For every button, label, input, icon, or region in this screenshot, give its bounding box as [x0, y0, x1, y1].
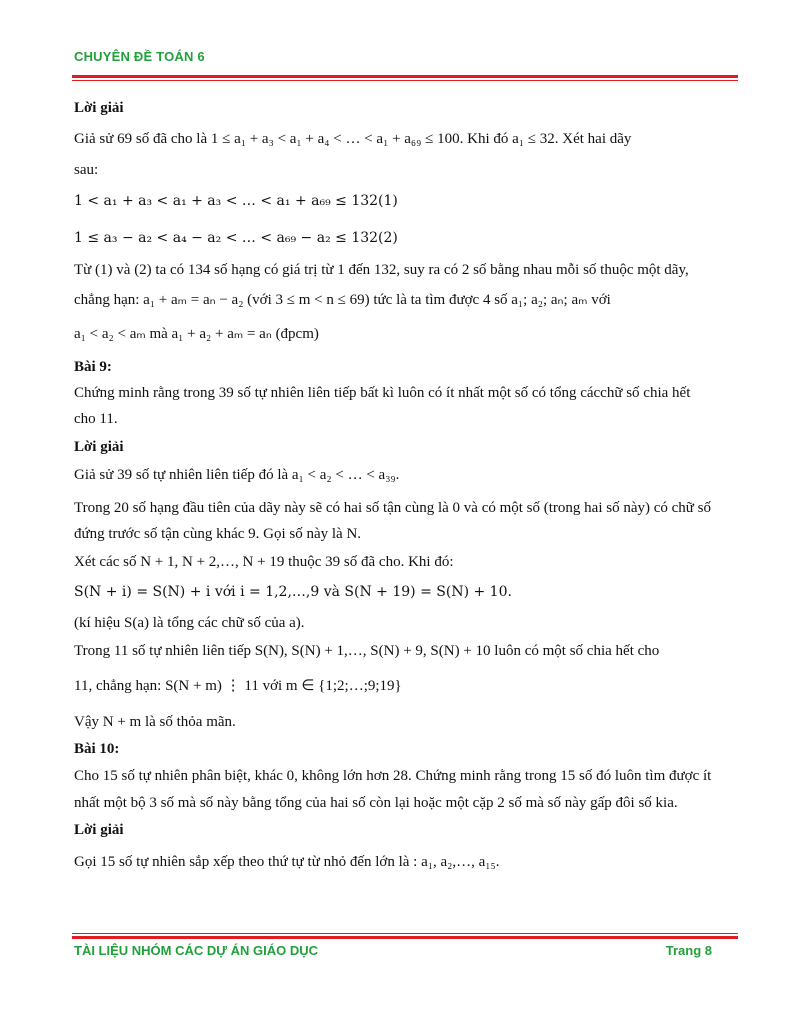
- paragraph-line: Chứng minh rằng trong 39 số tự nhiên liên tiếp bất kì luôn có ít nhất một số có tổng cácchữ số chia hết: [74, 385, 691, 401]
- math-line: S(N + i) = S(N) + i với i = 1,2,…,9 và S(N + 19) = S(N) + 10.: [74, 584, 512, 600]
- paragraph-line: nhất một bộ 3 số mà số này bằng tổng của hai số còn lại hoặc một cặp 2 số mà số này gấp đôi số kia.: [74, 795, 678, 811]
- paragraph-line: chẳng hạn: a₁ + aₘ = aₙ − a₂ (với 3 ≤ m < n ≤ 69) tức là ta tìm được 4 số a₁; a₂; aₙ; aₘ với: [74, 292, 611, 308]
- heading-bai-10: Bài 10:: [74, 741, 120, 757]
- heading-loi-giai: Lời giải: [74, 439, 124, 455]
- paragraph-line: Giả sử 39 số tự nhiên liên tiếp đó là a₁ < a₂ < … < a₃₉.: [74, 467, 400, 483]
- paragraph-line: 11, chẳng hạn: S(N + m) ⋮ 11 với m ∈ {1;2;…;9;19}: [74, 678, 402, 694]
- paragraph-line: (kí hiệu S(a) là tổng các chữ số của a).: [74, 615, 305, 631]
- paragraph-line: Giả sử 69 số đã cho là 1 ≤ a₁ + a₃ < a₁ + a₄ < … < a₁ + a₆₉ ≤ 100. Khi đó a₁ ≤ 32. Xét hai dãy: [74, 131, 632, 147]
- paragraph-line: cho 11.: [74, 411, 118, 427]
- math-line: 1 ≤ a₃ − a₂ < a₄ − a₂ < … < a₆₉ − a₂ ≤ 132(2): [74, 230, 398, 246]
- heading-loi-giai: Lời giải: [74, 100, 124, 116]
- page-number: Trang 8: [665, 943, 712, 958]
- footer-left-text: TÀI LIỆU NHÓM CÁC DỰ ÁN GIÁO DỤC: [74, 943, 319, 958]
- paragraph-line: Cho 15 số tự nhiên phân biệt, khác 0, không lớn hơn 28. Chứng minh rằng trong 15 số đó luôn tìm được ít: [74, 768, 712, 784]
- heading-loi-giai: Lời giải: [74, 822, 124, 838]
- paragraph-line: a₁ < a₂ < aₘ mà a₁ + a₂ + aₘ = aₙ (đpcm): [74, 326, 319, 342]
- header-rule-thin: [72, 80, 738, 81]
- paragraph-line: sau:: [74, 162, 99, 178]
- heading-bai-9: Bài 9:: [74, 359, 112, 375]
- header-title: CHUYÊN ĐỀ TOÁN 6: [74, 49, 205, 64]
- paragraph-line: Trong 20 số hạng đầu tiên của dãy này sẽ có hai số tận cùng là 0 và có một số (trong hai số này) có chữ số: [74, 500, 712, 516]
- header-rule-thick: [72, 75, 738, 78]
- paragraph-line: Gọi 15 số tự nhiên sắp xếp theo thứ tự từ nhỏ đến lớn là : a₁, a₂,…, a₁₅.: [74, 854, 500, 870]
- paragraph-line: Từ (1) và (2) ta có 134 số hạng có giá trị từ 1 đến 132, suy ra có 2 số bằng nhau mỗi số thuộc một dãy,: [74, 262, 689, 278]
- footer-rule-thick: [72, 936, 738, 939]
- footer-rule-thin: [72, 933, 738, 934]
- paragraph-line: Trong 11 số tự nhiên liên tiếp S(N), S(N) + 1,…, S(N) + 9, S(N) + 10 luôn có một số chia hết cho: [74, 643, 660, 659]
- paragraph-line: Xét các số N + 1, N + 2,…, N + 19 thuộc 39 số đã cho. Khi đó:: [74, 554, 454, 570]
- paragraph-line: Vậy N + m là số thỏa mãn.: [74, 714, 236, 730]
- paragraph-line: đứng trước số tận cùng khác 9. Gọi số này là N.: [74, 526, 362, 542]
- math-line: 1 < a₁ + a₃ < a₁ + a₃ < … < a₁ + a₆₉ ≤ 132(1): [74, 193, 398, 209]
